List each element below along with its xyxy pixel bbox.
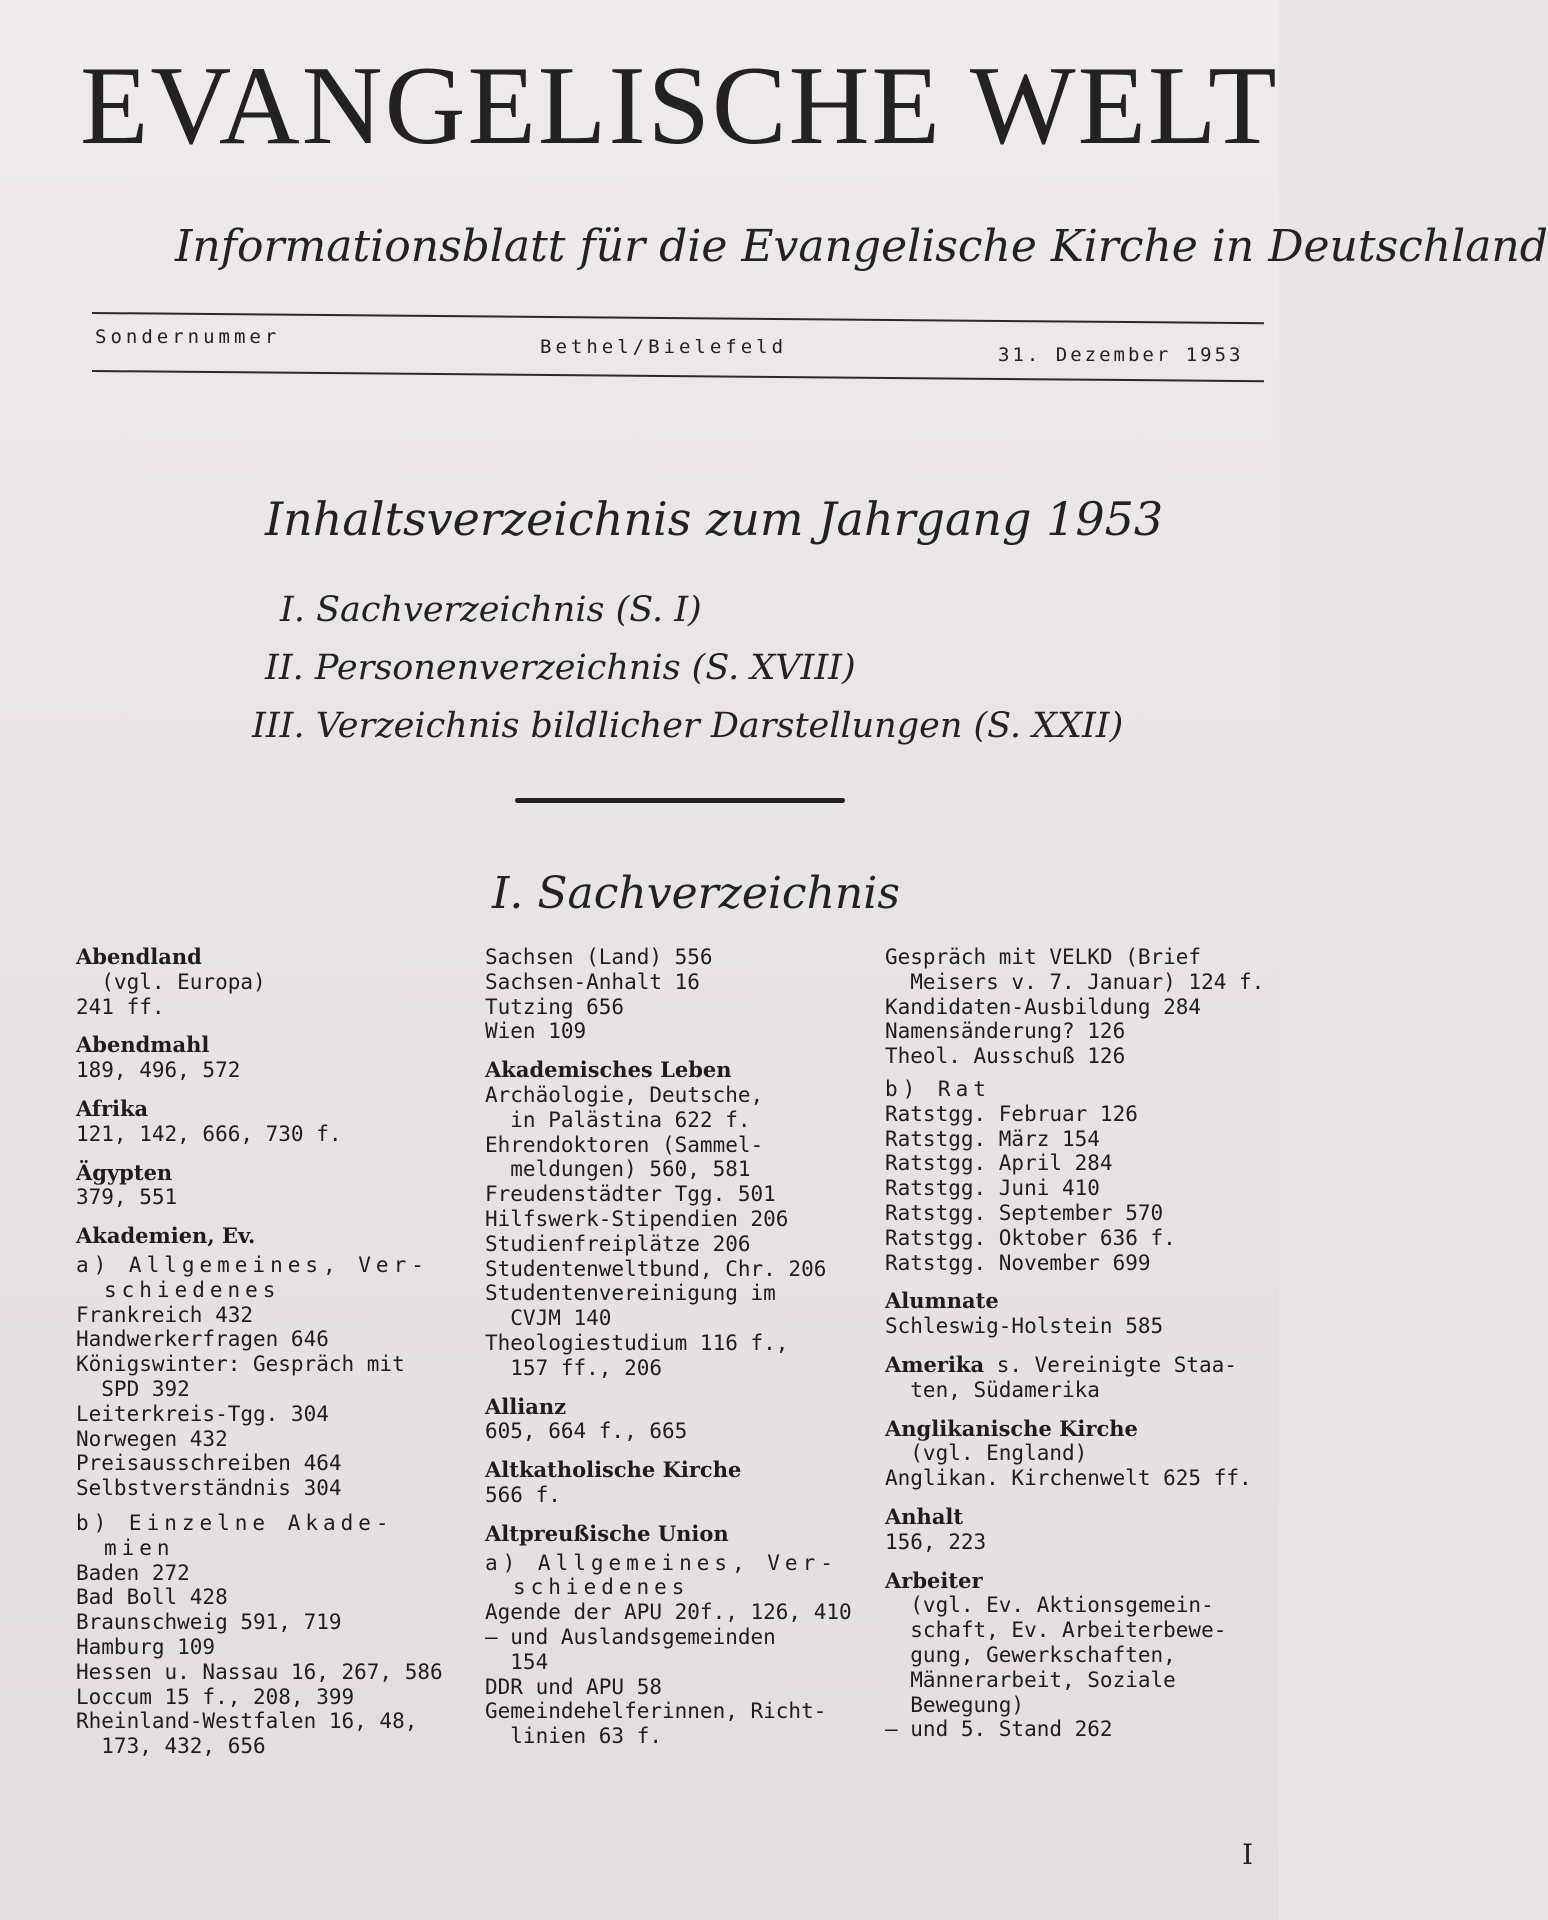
place-label: Bethel/Bielefeld: [540, 336, 788, 358]
entry-line: Frankreich 432: [76, 1302, 254, 1327]
entry-heading-text: Amerika: [885, 1351, 985, 1377]
index-entry: [485, 1458, 880, 1508]
entry-heading: [885, 1353, 1270, 1378]
entry-line: (vgl. Ev. Aktionsgemein-: [885, 1593, 1214, 1618]
entry-line: 173, 432, 656: [76, 1734, 266, 1759]
entry-line: Ratstgg. Juni 410: [885, 1176, 1100, 1201]
entry-line: Hilfswerk-Stipendien 206: [485, 1206, 789, 1231]
date-label: 31. Dezember 1953: [998, 344, 1244, 366]
index-entry: [885, 1289, 1270, 1339]
entry-line: 605, 664 f., 665: [485, 1419, 688, 1444]
index-column-2: [485, 945, 880, 1763]
index-column-1: [76, 945, 471, 1773]
entry-line: Bad Boll 428: [76, 1585, 228, 1610]
entry-line: Tutzing 656: [485, 994, 625, 1019]
entry-line: Baden 272: [76, 1560, 190, 1585]
entry-line: meldungen) 560, 581: [485, 1157, 751, 1182]
entry-line: CVJM 140: [485, 1306, 612, 1331]
entry-heading: Afrika: [76, 1095, 149, 1121]
subheading: schiedenes: [513, 1575, 690, 1600]
edition-label: Sondernummer: [95, 326, 281, 348]
entry-heading: Allianz: [485, 1393, 567, 1419]
entry-line: Königswinter: Gespräch mit: [76, 1352, 405, 1377]
index-column-3: [885, 945, 1270, 1756]
entry-line: Hessen u. Nassau 16, 267, 586: [76, 1659, 443, 1684]
entry-heading: Akademisches Leben: [485, 1057, 732, 1083]
masthead-rule-top: [92, 312, 1264, 324]
entry-heading: Ägypten: [76, 1159, 173, 1185]
subheading: b) Rat: [885, 1076, 991, 1101]
entry-line: Studentenweltbund, Chr. 206: [485, 1256, 827, 1281]
entry-line: Gemeindehelferinnen, Richt-: [485, 1699, 827, 1724]
entry-heading: Anglikanische Kirche: [885, 1415, 1138, 1441]
entry-line: Theol. Ausschuß 126: [885, 1044, 1126, 1069]
toc-item: II. Personenverzeichnis (S. XVIII): [265, 648, 856, 688]
entry-line: Meisers v. 7. Januar) 124 f.: [885, 969, 1265, 994]
entry-line: Leiterkreis-Tgg. 304: [76, 1401, 329, 1426]
entry-line: 566 f.: [485, 1482, 561, 1507]
index-entry: [885, 1077, 1270, 1275]
index-entry: [76, 945, 471, 1019]
index-entry: [885, 945, 1270, 1069]
entry-line: 241 ff.: [76, 994, 165, 1019]
index-entry: [76, 1224, 471, 1759]
entry-line: Preisausschreiben 464: [76, 1451, 342, 1476]
index-entry: [76, 1033, 471, 1083]
entry-line: schaft, Ev. Arbeiterbewe-: [885, 1618, 1227, 1643]
entry-line: Sachsen-Anhalt 16: [485, 969, 700, 994]
entry-line: Studienfreiplätze 206: [485, 1231, 751, 1256]
entry-line: Anglikan. Kirchenwelt 625 ff.: [885, 1466, 1252, 1491]
entry-line: 154: [485, 1649, 549, 1674]
entry-line: Theologiestudium 116 f.,: [485, 1330, 789, 1355]
subheading: schiedenes: [104, 1277, 281, 1302]
entry-line: Gespräch mit VELKD (Brief: [885, 945, 1202, 969]
index-entry: [485, 1522, 880, 1749]
index-entry: [885, 1569, 1270, 1743]
index-entry: [485, 945, 880, 1044]
entry-heading: Alumnate: [885, 1288, 999, 1314]
entry-heading: Abendland: [76, 944, 202, 969]
entry-line: gung, Gewerkschaften,: [885, 1642, 1176, 1667]
entry-line: Selbstverständnis 304: [76, 1476, 342, 1501]
entry-line: — und 5. Stand 262: [885, 1717, 1113, 1742]
masthead-title: EVANGELISCHE WELT: [80, 44, 1279, 168]
entry-line: Freudenstädter Tgg. 501: [485, 1182, 776, 1207]
entry-line: Braunschweig 591, 719: [76, 1610, 342, 1635]
entry-line: Ratstgg. September 570: [885, 1200, 1164, 1225]
entry-line: 157 ff., 206: [485, 1355, 663, 1380]
entry-line: DDR und APU 58: [485, 1674, 663, 1699]
toc-item: III. Verzeichnis bildlicher Darstellungen (S. XXII): [252, 706, 1124, 746]
index-entry: [885, 1353, 1270, 1403]
index-entry: [485, 1395, 880, 1445]
entry-line: Kandidaten-Ausbildung 284: [885, 994, 1202, 1019]
subheading: mien: [104, 1535, 175, 1560]
entry-line: Hamburg 109: [76, 1634, 216, 1659]
entry-line: Wien 109: [485, 1019, 587, 1044]
toc-item: I. Sachverzeichnis (S. I): [280, 590, 702, 630]
entry-line: — und Auslandsgemeinden: [485, 1624, 776, 1649]
entry-line: in Palästina 622 f.: [485, 1107, 751, 1132]
index-entry: [885, 1505, 1270, 1555]
entry-line: Archäologie, Deutsche,: [485, 1082, 764, 1107]
masthead-rule-bottom: [92, 370, 1264, 382]
entry-heading: Anhalt: [885, 1503, 964, 1529]
entry-line: Männerarbeit, Soziale: [885, 1667, 1176, 1692]
entry-line: Studentenvereinigung im: [485, 1281, 776, 1306]
subheading: a) Allgemeines, Ver-: [76, 1252, 429, 1277]
entry-line: Namensänderung? 126: [885, 1019, 1126, 1044]
entry-line: (vgl. Europa): [76, 969, 266, 994]
entry-heading: Altkatholische Kirche: [485, 1457, 742, 1483]
entry-line: Loccum 15 f., 208, 399: [76, 1684, 355, 1709]
index-entry: [76, 1097, 471, 1147]
entry-line: Ehrendoktoren (Sammel-: [485, 1132, 764, 1157]
entry-line: Ratstgg. Februar 126: [885, 1101, 1138, 1126]
entry-line: Ratstgg. März 154: [885, 1126, 1100, 1151]
entry-line: Ratstgg. Oktober 636 f.: [885, 1225, 1176, 1250]
entry-line: Handwerkerfragen 646: [76, 1327, 329, 1352]
entry-line: 189, 496, 572: [76, 1058, 241, 1083]
entry-line: Bewegung): [885, 1692, 1025, 1717]
masthead-subtitle: Informationsblatt für die Evangelische Kirche in Deutschland: [175, 221, 1548, 272]
subheading: b) Einzelne Akade-: [76, 1510, 394, 1535]
entry-heading: Altpreußische Union: [485, 1520, 729, 1546]
entry-heading: Akademien, Ev.: [76, 1223, 256, 1249]
subheading: a) Allgemeines, Ver-: [485, 1550, 838, 1575]
entry-line: linien 63 f.: [485, 1724, 663, 1749]
entry-line: (vgl. England): [885, 1441, 1088, 1466]
section-heading: I. Sachverzeichnis: [492, 868, 900, 919]
entry-line: 379, 551: [76, 1185, 178, 1210]
index-entry: [485, 1058, 880, 1380]
entry-line: Agende der APU 20f., 126, 410: [485, 1600, 852, 1625]
toc-title: Inhaltsverzeichnis zum Jahrgang 1953: [265, 492, 1164, 546]
entry-line: 156, 223: [885, 1529, 987, 1554]
entry-heading: Arbeiter: [885, 1567, 983, 1593]
entry-line: Ratstgg. November 699: [885, 1250, 1151, 1275]
entry-line: Schleswig-Holstein 585: [885, 1314, 1164, 1339]
entry-line: SPD 392: [76, 1376, 190, 1401]
index-entry: [76, 1161, 471, 1211]
entry-line: Norwegen 432: [76, 1426, 228, 1451]
entry-line: 121, 142, 666, 730 f.: [76, 1121, 342, 1146]
section-divider: [515, 798, 845, 803]
entry-line: ten, Südamerika: [885, 1377, 1100, 1402]
index-entry: [885, 1417, 1270, 1491]
entry-line: Sachsen (Land) 556: [485, 945, 713, 969]
entry-heading: Abendmahl: [76, 1032, 210, 1058]
entry-line: Ratstgg. April 284: [885, 1151, 1113, 1176]
page-number: I: [1242, 1838, 1254, 1871]
cross-reference: s. Vereinigte Staa-: [984, 1352, 1237, 1377]
entry-line: Rheinland-Westfalen 16, 48,: [76, 1709, 418, 1734]
